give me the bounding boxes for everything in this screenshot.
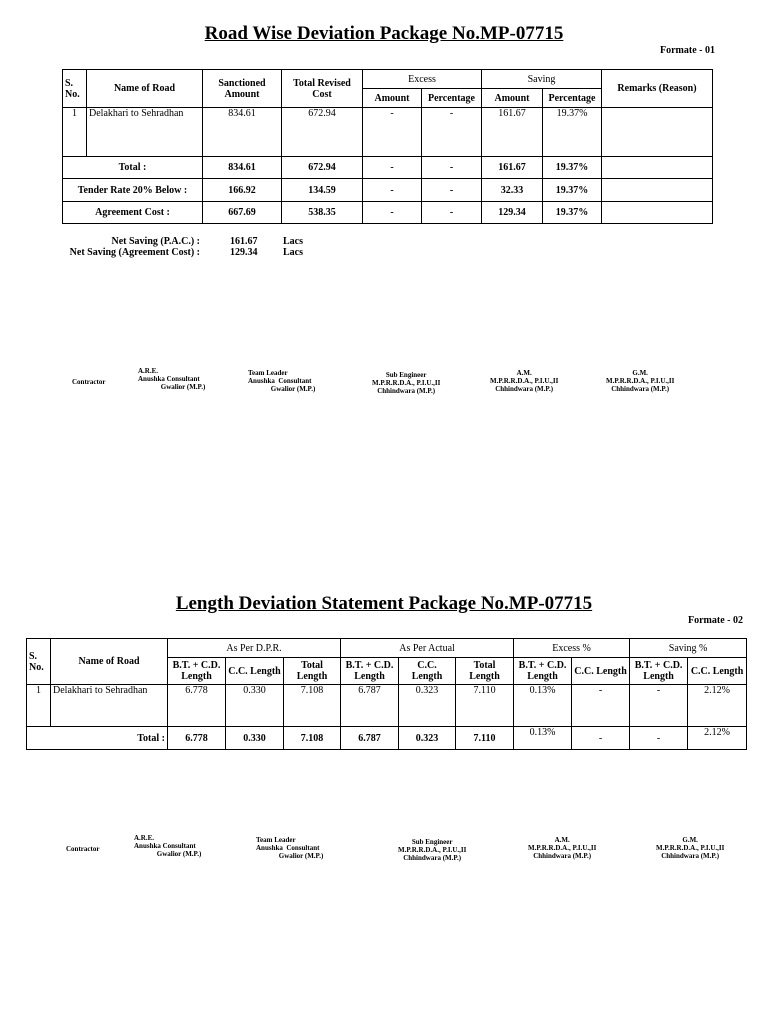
row-excess-pct: - [422, 108, 482, 157]
row-dpr-cc: 0.330 [226, 685, 284, 727]
saving-bt-header: B.T. + C.D. Length [630, 658, 688, 685]
agreement-excess-pct: - [422, 202, 482, 224]
row-sav-cc: 2.12% [688, 685, 747, 727]
row-road-name: Delakhari to Sehradhan [51, 685, 168, 727]
tender-saving-amount: 32.33 [482, 179, 543, 202]
dpr-total-header: Total Length [284, 658, 341, 685]
total-saving-amount: 161.67 [482, 157, 543, 179]
total-act-cc: 0.323 [399, 727, 456, 750]
signature-gm: G.M. M.P.R.R.D.A., P.I.U.,II Chhindwara (M.P.) [606, 369, 675, 393]
col-actual-header: As Per Actual [341, 639, 514, 658]
tender-excess-pct: - [422, 179, 482, 202]
total-label: Total : [27, 727, 168, 750]
signature-am: A.M. M.P.R.R.D.A., P.I.U.,II Chhindwara (M.P.) [528, 836, 597, 860]
actual-total-header: Total Length [456, 658, 514, 685]
row-exc-bt: 0.13% [514, 685, 572, 727]
signature-team-leader: Team Leader Anushka Consultant Gwalior (M.P.) [256, 836, 324, 860]
signature-sub-engineer: Sub Engineer M.P.R.R.D.A., P.I.U.,II Chhindwara (M.P.) [372, 371, 441, 395]
net-saving-agreement-label: Net Saving (Agreement Cost) : [69, 247, 200, 258]
total-revised: 672.94 [282, 157, 363, 179]
excess-amount-header: Amount [363, 89, 422, 108]
total-act-bt: 6.787 [341, 727, 399, 750]
col-remarks-header: Remarks (Reason) [602, 70, 713, 108]
row-sav-bt: - [630, 685, 688, 727]
saving-amount-header: Amount [482, 89, 543, 108]
net-saving-pac-label: Net Saving (P.A.C.) : [111, 236, 200, 247]
excess-percentage-header: Percentage [422, 89, 482, 108]
signature-am: A.M. M.P.R.R.D.A., P.I.U.,II Chhindwara (M.P.) [490, 369, 559, 393]
tender-row [63, 179, 713, 202]
total-label: Total : [63, 157, 203, 179]
agreement-saving-amount: 129.34 [482, 202, 543, 224]
total-dpr-cc: 0.330 [226, 727, 284, 750]
row-sno: 1 [63, 108, 87, 157]
col-name-header: Name of Road [51, 639, 168, 685]
total-sav-cc: 2.12% [688, 727, 747, 750]
road-deviation-table [62, 69, 713, 224]
row-act-cc: 0.323 [399, 685, 456, 727]
row-saving-amount: 161.67 [482, 108, 543, 157]
row-dpr-bt: 6.778 [168, 685, 226, 727]
signature-are: A.R.E. Anushka Consultant Gwalior (M.P.) [138, 367, 206, 391]
tender-saving-pct: 19.37% [543, 179, 602, 202]
total-exc-cc: - [572, 727, 630, 750]
row-dpr-total: 7.108 [284, 685, 341, 727]
total-dpr-total: 7.108 [284, 727, 341, 750]
tender-excess-amount: - [363, 179, 422, 202]
col-name-header: Name of Road [87, 70, 203, 108]
actual-cc-header: C.C. Length [399, 658, 456, 685]
col-sno-header: S. No. [63, 70, 87, 108]
col-excess-header: Excess % [514, 639, 630, 658]
row-exc-cc: - [572, 685, 630, 727]
saving-percentage-header: Percentage [543, 89, 602, 108]
row-excess-amount: - [363, 108, 422, 157]
row-act-bt: 6.787 [341, 685, 399, 727]
dpr-bt-header: B.T. + C.D. Length [168, 658, 226, 685]
agreement-excess-amount: - [363, 202, 422, 224]
row-saving-pct: 19.37% [543, 108, 602, 157]
tender-sanctioned: 166.92 [203, 179, 282, 202]
total-remarks [602, 157, 713, 179]
excess-cc-header: C.C. Length [572, 658, 630, 685]
row-sanctioned: 834.61 [203, 108, 282, 157]
total-dpr-bt: 6.778 [168, 727, 226, 750]
saving-cc-header: C.C. Length [688, 658, 747, 685]
format2-formate-label: Formate - 02 [688, 615, 743, 626]
signature-contractor: Contractor [66, 845, 100, 853]
actual-bt-header: B.T. + C.D. Length [341, 658, 399, 685]
col-excess-header: Excess [363, 70, 482, 89]
col-revised-header: Total Revised Cost [282, 70, 363, 108]
row-sno: 1 [27, 685, 51, 727]
dpr-cc-header: C.C. Length [226, 658, 284, 685]
signature-gm: G.M. M.P.R.R.D.A., P.I.U.,II Chhindwara (M.P.) [656, 836, 725, 860]
row-remarks [602, 108, 713, 157]
signature-are: A.R.E. Anushka Consultant Gwalior (M.P.) [134, 834, 202, 858]
agreement-revised: 538.35 [282, 202, 363, 224]
tender-label: Tender Rate 20% Below : [63, 179, 203, 202]
col-dpr-header: As Per D.P.R. [168, 639, 341, 658]
col-saving-header: Saving % [630, 639, 747, 658]
format2-title: Length Deviation Statement Package No.MP-07715 [175, 593, 593, 614]
net-saving-agreement-value: 129.34 [230, 247, 258, 258]
agreement-row [63, 202, 713, 224]
signature-contractor: Contractor [72, 378, 106, 386]
total-row [63, 157, 713, 179]
agreement-saving-pct: 19.37% [543, 202, 602, 224]
row-act-total: 7.110 [456, 685, 514, 727]
signature-team-leader: Team Leader Anushka Consultant Gwalior (M.P.) [248, 369, 316, 393]
total-row [27, 727, 747, 750]
length-deviation-table [26, 638, 747, 750]
total-excess-pct: - [422, 157, 482, 179]
net-saving-agreement-unit: Lacs [283, 247, 303, 258]
agreement-remarks [602, 202, 713, 224]
total-exc-bt: 0.13% [514, 727, 572, 750]
net-saving-pac-value: 161.67 [230, 236, 258, 247]
tender-remarks [602, 179, 713, 202]
agreement-sanctioned: 667.69 [203, 202, 282, 224]
col-saving-header: Saving [482, 70, 602, 89]
total-sanctioned: 834.61 [203, 157, 282, 179]
total-saving-pct: 19.37% [543, 157, 602, 179]
total-sav-bt: - [630, 727, 688, 750]
format1-formate-label: Formate - 01 [660, 45, 715, 56]
signature-sub-engineer: Sub Engineer M.P.R.R.D.A., P.I.U.,II Chhindwara (M.P.) [398, 838, 467, 862]
table-row [27, 685, 747, 727]
total-act-total: 7.110 [456, 727, 514, 750]
row-revised: 672.94 [282, 108, 363, 157]
total-excess-amount: - [363, 157, 422, 179]
col-sno-header: S. No. [27, 639, 51, 685]
col-sanctioned-header: Sanctioned Amount [203, 70, 282, 108]
table-row [63, 108, 713, 157]
net-saving-pac-unit: Lacs [283, 236, 303, 247]
agreement-label: Agreement Cost : [63, 202, 203, 224]
tender-revised: 134.59 [282, 179, 363, 202]
format1-title: Road Wise Deviation Package No.MP-07715 [204, 23, 564, 44]
excess-bt-header: B.T. + C.D. Length [514, 658, 572, 685]
row-road-name: Delakhari to Sehradhan [87, 108, 203, 157]
